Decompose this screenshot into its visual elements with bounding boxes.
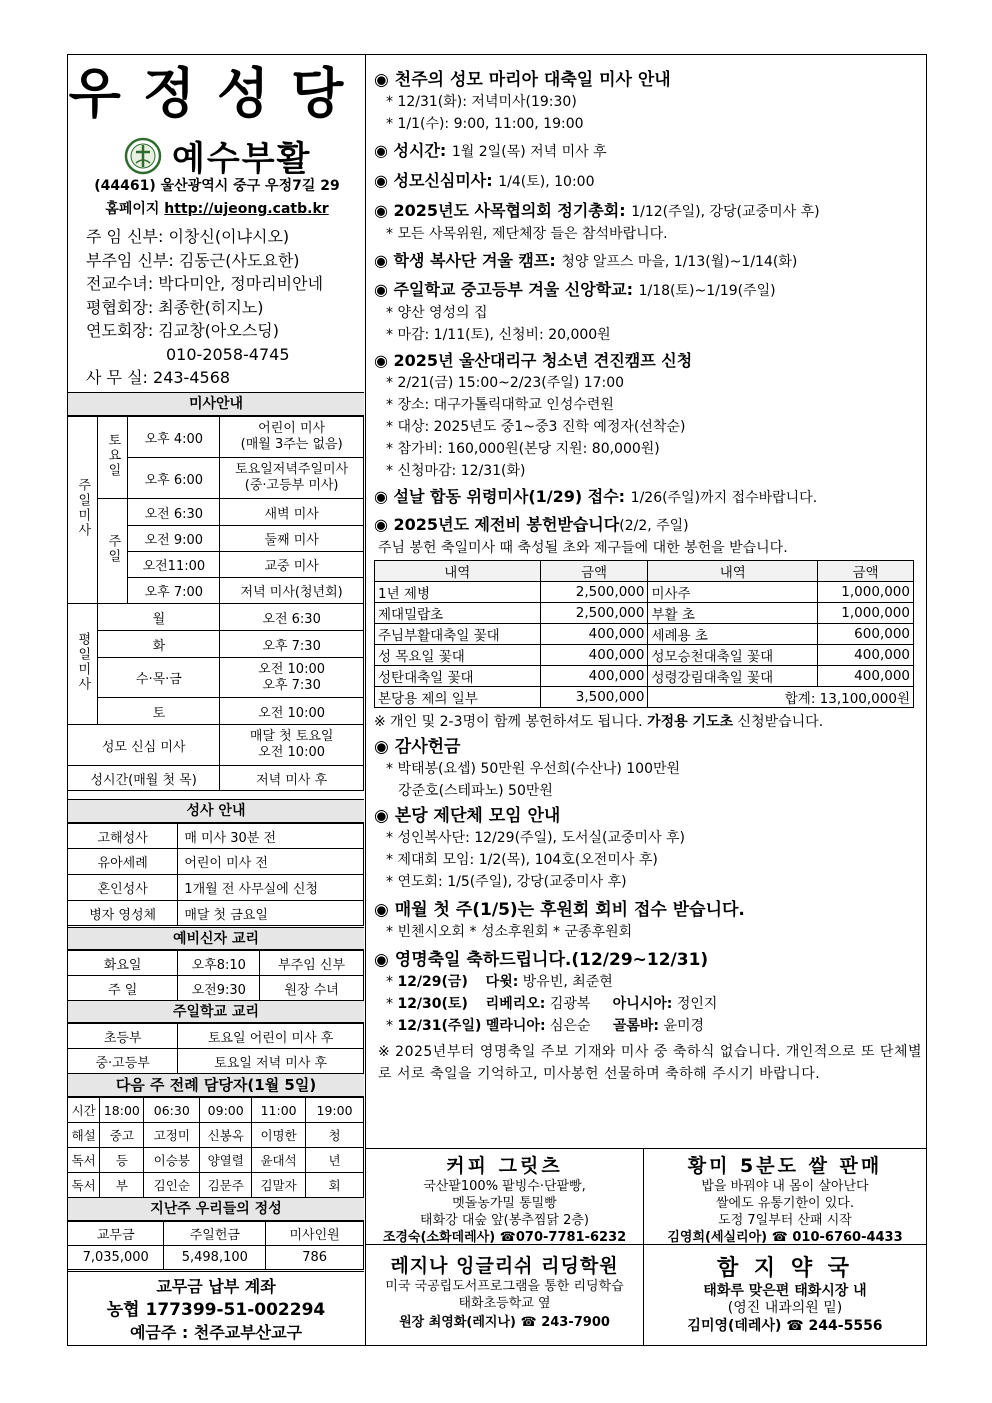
saturday-label: 토요일 [98,417,128,499]
ad-pharmacy [644,1244,926,1345]
donation-amount: 600,000 [818,624,914,645]
weekday-day: 토 [98,698,220,725]
staff-line: 평협회장: 최종한(히지노) [86,297,264,317]
staff-line: 주 임 신부: 이창신(이냐시오) [86,227,290,246]
offering-heading: 지난주 우리들의 정성 [68,1197,364,1221]
ad-rice [644,1148,926,1244]
sacrament-name: 혼인성사 [68,875,178,901]
notice-bullet: * 12/31(화): 저녁미사(19:30) [386,94,577,110]
sunday-label: 주일 [98,499,128,604]
notice-bullet: * 모든 사목위원, 제단체장 들은 참석바랍니다. [386,226,668,242]
notice-bullet: * 성인복사단: 12/29(주일), 도서실(교중미사 후) [386,830,686,846]
sunday-school-heading: 주일학교 교리 [68,1000,364,1023]
weekday-day: 월 [98,604,220,631]
notice-bullet: 강준호(스테파노) 50만원 [398,783,553,799]
mass-time: 오전 6:30 [128,499,220,526]
donation-header: 금액 [540,561,648,582]
ad-title: 커피 그릿츠 [446,1155,563,1177]
staff-line: 연도회장: 김교창(아오스딩) [86,321,279,340]
mass-time: 오후 4:00 [128,417,220,458]
holy-hour-value: 저녁 미사 후 [220,766,364,791]
donation-amount: 400,000 [540,624,648,645]
notice-bullet: * 12/30(토) 리베리오: 김광복 아니시아: 정인지 [386,996,718,1012]
weekday-day: 화 [98,631,220,658]
bulletin-page [67,54,927,1346]
account-box [68,1271,364,1346]
sacrament-info: 매 미사 30분 전 [178,824,364,849]
donation-header: 내역 [375,561,541,582]
liturgy-cell: 중고 [100,1123,144,1148]
notice-bullet: * 2/21(금) 15:00~2/23(주일) 17:00 [386,375,625,391]
liturgy-cell: 회 [306,1173,364,1198]
notice-bullet: * 12/29(금) 다윗: 방유빈, 최준현 [386,974,613,990]
notice-bullet: * 양산 영성의 집 [386,305,488,321]
liturgy-role: 독서 [68,1148,100,1173]
notice-bullet: * 신청마감: 12/31(화) [386,463,526,479]
right-column [366,55,926,1345]
liturgy-header-cell: 18:00 [100,1098,144,1123]
donation-item: 본당용 제의 일부 [375,687,541,708]
mass-heading: 미사안내 [68,392,364,416]
offering-val: 7,035,000 [68,1246,164,1270]
ad-title: 레지나 잉글리쉬 리딩학원 [390,1255,619,1277]
donation-amount: 2,500,000 [540,603,648,624]
ad-contact: 조경숙(소화데레사) ☎070-7781-6232 [382,1230,627,1245]
liturgy-header-cell: 06:30 [144,1098,200,1123]
notice-bullet: * 12/31(주일) 멜라니아: 심은순 골롬바: 윤미경 [386,1018,705,1034]
notice-item: ◉ 감사헌금 [374,737,461,757]
liturgy-cell: 김말자 [252,1173,306,1198]
mass-time: 오후 6:00 [128,458,220,499]
logo-row [124,131,311,180]
ad-line: 태화초등학교 옆 [458,1296,551,1311]
weekday-time: 오전 10:00 [220,698,364,725]
ad-line: 태화강 대숲 앞(봉추찜닭 2층) [420,1213,589,1228]
account-title: 교무금 납부 계좌 [156,1277,276,1296]
donation-amount: 400,000 [818,666,914,687]
homepage-line [68,198,366,218]
feast-note: ※ 2025년부터 영명축일 주보 기재와 미사 중 축하식 없습니다. 개인적으로 또 단체별로 서로 축일을 기억하고, 미사봉헌 선물하며 축하해 주시기 바랍니다. [378,1044,923,1082]
holy-hour-label: 성시간(매월 첫 목) [68,766,220,791]
donation-amount: 3,500,000 [540,687,648,708]
ad-coffee [366,1148,644,1244]
class-teacher: 부주임 신부 [260,951,364,976]
notice-item: ◉ 매월 첫 주(1/5)는 후원회 회비 접수 받습니다. [374,900,745,920]
offering-col: 교무금 [68,1222,164,1246]
parish-logo-icon [124,137,162,175]
sacrament-name: 고해성사 [68,824,178,849]
donation-item: 주님부활대축일 꽃대 [375,624,541,645]
notice-bullet: * 박태봉(요셉) 50만원 우선희(수산나) 100만원 [386,761,681,777]
homepage-link[interactable]: http://ujeong.catb.kr [164,201,329,217]
notice-item: ◉ 주일학교 중고등부 겨울 신앙학교: 1/18(토)~1/19(주일) [374,280,776,299]
liturgy-cell: 김인순 [144,1173,200,1198]
ad-title: 함 지 약 국 [717,1256,853,1281]
mass-desc: 새벽 미사 [220,499,364,526]
offering-val: 5,498,100 [164,1246,266,1270]
notice-bullet: * 장소: 대구가톨릭대학교 인성수련원 [386,397,614,413]
catechumen-table [68,950,364,1001]
donation-item: 성모승천대축일 꽃대 [648,645,818,666]
donation-amount: 1,000,000 [818,603,914,624]
liturgy-table [68,1097,364,1198]
liturgy-header-cell: 11:00 [252,1098,306,1123]
donation-note: ※ 개인 및 2-3명이 함께 봉헌하셔도 됩니다. 가정용 기도초 신청받습니다. [374,714,824,730]
mass-desc: 어린이 미사 (매월 3주는 없음) [220,417,364,458]
class-day: 화요일 [68,951,178,976]
school-dept: 초등부 [68,1024,178,1049]
school-dept: 중·고등부 [68,1049,178,1074]
mass-desc: 저녁 미사(청년회) [220,578,364,604]
account-holder: 예금주 : 천주교부산교구 [129,1323,303,1342]
sacrament-info: 1개월 전 사무실에 신청 [178,875,364,901]
mass-desc: 토요일저녁주일미사 (중·고등부 미사) [220,458,364,499]
liturgy-role: 독서 [68,1173,100,1198]
liturgy-cell: 년 [306,1148,364,1173]
mass-table [68,416,364,791]
parish-address: (44461) 울산광역시 중구 우정7길 29 [94,178,340,194]
liturgy-header-cell: 시간 [68,1098,100,1123]
donation-amount: 1,000,000 [818,582,914,603]
weekday-time: 오전 6:30 [220,604,364,631]
ad-line: 국산팥100% 팥빙수·단팥빵, [423,1179,586,1194]
staff-line: 부주임 신부: 김동근(사도요한) [86,250,300,270]
parish-subtitle: 예수부활 [172,139,312,179]
offering-col: 주일헌금 [164,1222,266,1246]
sacrament-info: 어린이 미사 전 [178,849,364,875]
donation-item: 성 목요일 꽃대 [375,645,541,666]
ad-contact: 김미영(데레사) ☎ 244-5556 [687,1318,883,1334]
staff-line: 010-2058-4745 [166,344,290,364]
weekday-time: 오후 7:30 [220,631,364,658]
staff-list [86,225,323,390]
donation-item: 1년 제병 [375,582,541,603]
notice-item: ◉ 2025년 울산대리구 청소년 견진캠프 신청 [374,351,693,370]
notice-item: ◉ 설날 합동 위령미사(1/29) 접수: 1/26(주일)까지 접수바랍니다. [374,487,818,506]
liturgy-cell: 고정미 [144,1123,200,1148]
notices [374,69,922,1085]
ad-line: 밥을 바꿔야 내 몸이 살아난다 [701,1179,869,1194]
sacraments-table [68,823,364,926]
weekday-time: 오전 10:00 오후 7:30 [220,658,364,698]
staff-line: 사 무 실: 243-4568 [86,368,231,387]
school-time: 토요일 저녁 미사 후 [178,1049,364,1074]
donation-header: 금액 [818,561,914,582]
notice-item: ◉ 학생 복사단 겨울 캠프: 청양 알프스 마을, 1/13(월)~1/14(화) [374,251,798,270]
mass-time: 오후 7:00 [128,578,220,604]
notice-bullet: * 마감: 1/11(토), 신청비: 20,000원 [386,327,611,343]
notice-bullet: * 참가비: 160,000원(본당 지원: 80,000원) [386,441,660,457]
staff-line: 전교수녀: 박다미안, 정마리비안네 [86,274,324,293]
weekday-mass-group: 평일미사 [68,604,98,725]
mass-time: 오전 9:00 [128,526,220,552]
liturgy-heading: 다음 주 전례 담당자(1월 5일) [68,1073,364,1097]
donation-total: 합계: 13,100,000원 [648,687,914,708]
donation-table [374,560,914,708]
offering-col: 미사인원 [266,1222,364,1246]
notice-bullet: * 연도회: 1/5(주일), 강당(교중미사 후) [386,874,627,890]
ad-line: 태화루 맞은편 태화시장 내 [703,1283,867,1299]
notice-bullet: * 빈첸시오회 * 성소후원회 * 군종후원회 [386,924,633,940]
left-column [68,55,366,1345]
liturgy-cell: 부 [100,1173,144,1198]
mass-desc: 교중 미사 [220,552,364,578]
notice-item: ◉ 성시간: 1월 2일(목) 저녁 미사 후 [374,141,607,160]
donation-item: 제대밀랍초 [375,603,541,624]
ad-line: (영진 내과의원 밑) [727,1300,843,1316]
notice-item: ◉ 천주의 성모 마리아 대축일 미사 안내 [374,70,671,90]
donation-amount: 400,000 [540,666,648,687]
donation-item: 성탄대축일 꽃대 [375,666,541,687]
ad-line: 멧돌농가밀 통밀빵 [452,1196,557,1211]
class-time: 오후8:10 [178,951,260,976]
sacrament-name: 유아세례 [68,849,178,875]
parish-title: 우정성당 [68,62,366,125]
donation-item: 성령강림대축일 꽃대 [648,666,818,687]
sacraments-heading: 성사 안내 [68,799,364,823]
offering-table [68,1221,364,1270]
donation-amount: 400,000 [818,645,914,666]
sunday-mass-group: 주일미사 [68,417,98,604]
weekday-day: 수·목·금 [98,658,220,698]
donation-item: 미사주 [648,582,818,603]
notice-bullet: * 대상: 2025년도 중1~중3 진학 예정자(선착순) [386,419,686,435]
liturgy-role: 해설 [68,1123,100,1148]
liturgy-cell: 이명한 [252,1123,306,1148]
ad-contact: 원장 최영화(레지나) ☎ 243-7900 [399,1315,610,1330]
sacrament-name: 병자 영성체 [68,901,178,926]
liturgy-header-cell: 19:00 [306,1098,364,1123]
donation-item: 부활 초 [648,603,818,624]
school-time: 토요일 어린이 미사 후 [178,1024,364,1049]
mass-time: 오전11:00 [128,552,220,578]
ad-line: 미국 국공립도서프로그램을 통한 리딩학습 [385,1279,624,1294]
ad-title: 황미 5분도 쌀 판매 [687,1155,883,1177]
notice-bullet: * 제대회 모임: 1/2(목), 104호(오전미사 후) [386,852,658,868]
class-time: 오전9:30 [178,976,260,1001]
notice-item: ◉ 성모신심미사: 1/4(토), 10:00 [374,171,595,190]
class-day: 주 일 [68,976,178,1001]
notice-item: ◉ 영명축일 축하드립니다.(12/29~12/31) [374,950,709,970]
liturgy-header-cell: 09:00 [200,1098,252,1123]
mass-desc: 둘째 미사 [220,526,364,552]
ad-contact: 김영희(세실리아) ☎ 010-6760-4433 [667,1230,903,1245]
notice-item: ◉ 2025년도 사목협의회 정기총회: 1/12(주일), 강당(교중미사 후) [374,201,820,220]
notice-bullet: * 1/1(수): 9:00, 11:00, 19:00 [386,116,584,132]
liturgy-cell: 청 [306,1123,364,1148]
donation-amount: 2,500,000 [540,582,648,603]
donation-amount: 400,000 [540,645,648,666]
donation-header: 내역 [648,561,818,582]
liturgy-cell: 김문주 [200,1173,252,1198]
marian-mass-value: 매달 첫 토요일 오전 10:00 [220,725,364,766]
donation-item: 세례용 초 [648,624,818,645]
marian-mass-label: 성모 신심 미사 [68,725,220,766]
homepage-label: 홈페이지 [105,201,160,217]
account-number: 농협 177399-51-002294 [106,1300,326,1320]
notice-item: ◉ 2025년도 제전비 봉헌받습니다(2/2, 주일) [374,515,689,534]
liturgy-cell: 양열렬 [200,1148,252,1173]
liturgy-cell: 윤대석 [252,1148,306,1173]
sacrament-info: 매달 첫 금요일 [178,901,364,926]
notice-item: ◉ 본당 제단체 모임 안내 [374,806,561,826]
ad-english [366,1244,644,1345]
class-teacher: 원장 수녀 [260,976,364,1001]
ad-line: 쌀에도 유통기한이 있다. [716,1196,854,1211]
notice-desc: 주님 봉헌 축일미사 때 축성될 초와 제구들에 대한 봉헌을 받습니다. [378,540,788,556]
ad-line: 도정 7일부터 산패 시작 [718,1213,852,1228]
liturgy-cell: 등 [100,1148,144,1173]
catechumen-heading: 예비신자 교리 [68,927,364,950]
liturgy-cell: 이승붕 [144,1148,200,1173]
sunday-school-table [68,1023,364,1074]
offering-val: 786 [266,1246,364,1270]
liturgy-cell: 신봉옥 [200,1123,252,1148]
